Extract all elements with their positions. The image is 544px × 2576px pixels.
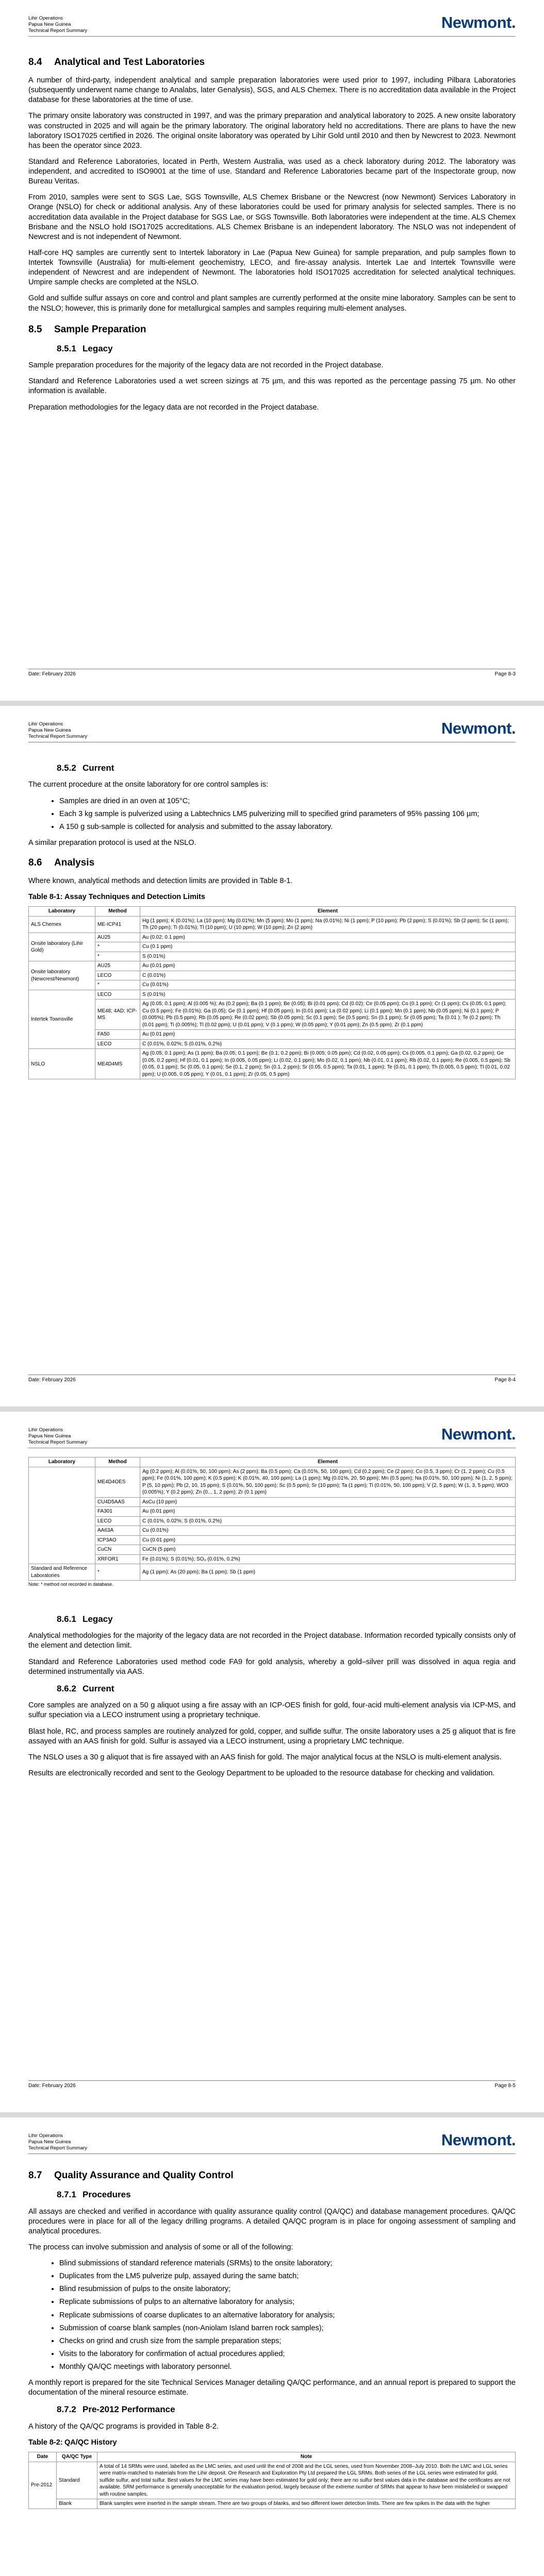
page-8-5	[0, 1412, 544, 2112]
column-header: Date	[29, 2452, 57, 2462]
paragraph: Sample preparation procedures for the majority of the legacy data are not recorded in the Project database.	[28, 361, 384, 370]
page-body	[28, 56, 516, 419]
list-item: • Monthly QA/QC meetings with laboratory personnel.	[59, 2362, 516, 2372]
page-footer	[28, 1377, 516, 1383]
table-cell: Standard and Reference Laboratories	[29, 1564, 95, 1581]
footer-rule	[28, 2080, 516, 2081]
table-row	[29, 2462, 516, 2499]
header-report: Technical Report Summary	[28, 734, 88, 739]
table-note: Note: * method not recorded in database.	[28, 1582, 113, 1587]
section-heading-8-6: 8.6 Analysis	[28, 857, 95, 869]
table-caption: Table 8-1: Assay Techniques and Detection Limits	[28, 893, 205, 902]
table-cell: Cu (0.1 ppm)	[140, 942, 516, 952]
table-cell: Blank	[57, 2499, 97, 2509]
paragraph: Where known, analytical methods and detection limits are provided in Table 8-1.	[28, 877, 293, 886]
header-company: Lihir Operations	[28, 15, 63, 21]
subsection-heading-8-5-2: 8.5.2 Current	[57, 763, 114, 773]
table-cell: CU4D5AAS	[95, 1497, 140, 1507]
paragraph: Gold and sulfide sulfur assays on core and control and plant samples are currently performed at the onsite mine laboratory. Samples can be sent to the NSLO; however, this is primarily done for metallurgical samples and samples requiring multi-element analyses.	[28, 294, 516, 313]
paragraph: Standard and Reference Laboratories used method code FA9 for gold analysis, whereby a gold–silver prill was dissolved in aqua regia and determined instrumentally via AAS.	[28, 1657, 516, 1676]
running-header	[28, 2133, 87, 2151]
section-heading-8-4: 8.4 Analytical and Test Laboratories	[28, 57, 205, 67]
paragraph: Core samples are analyzed on a 50 g aliquot using a fire assay with an ICP-OES finish for gold, four-acid multi-element analysis via ICP-MS, and sulfur speciation via a LECO instrument using a proprietary technique.	[28, 1701, 516, 1720]
table-cell: *	[95, 1564, 140, 1581]
table-cell: Ag (0.05; 0.1 ppm); Al (0.005 %); As (0.2 ppm); Ba (0.1 ppm); Be (0.05); Bi (0.01 ppm); Cd (0.02); Ce (0.05 ppm); Co (0.1 ppm); Cr (1 ppm); Cs (0.05; 0.1 ppm); Cu (0.5 ppm); Fe (0.01%); Ga (0.05); Ge (0.1 ppm); Hf (0.05 ppm); In (0.01 ppm); La (0.02 ppm); Li (0.1 ppm); Mn (0.1 ppm); Nb (0.05 ppm); Ni (0.1 ppm); P (0.005%); Pb (0.5 ppm); Rb (0.05 ppm); Re (0.02 ppm); Sb (0.05 ppm); Sc (0.1 ppm); Se (0.5 ppm); Sn (0.1 ppm); Sr (0.05 ppm); Ta (0.01 ); Te (0.2 ppm); Th (0.01 ppm); Ti (0.005%); Tl (0.02 ppm); U (0.01 ppm); V (0.1 ppm); W (0.05 ppm); Y (0.01 ppm); Zn (0.5 ppm); Zr (0.1 ppm)	[140, 999, 516, 1030]
table-cell: AU25	[95, 961, 140, 971]
column-header: Laboratory	[29, 907, 95, 917]
table-row	[29, 1039, 516, 1049]
list-item: • A 150 g sub-sample is collected for analysis and submitted to the assay laboratory.	[59, 822, 516, 832]
header-country: Papua New Guinea	[28, 727, 71, 733]
table-cell: Cu (0.01%)	[140, 980, 516, 990]
newmont-logo: Newmont.	[441, 719, 516, 737]
table-cell: ALS Chemex	[29, 916, 95, 933]
table-cell: Intertek Townsville	[29, 990, 95, 1049]
table-cell: Ag (0.05; 0.1 ppm); As (1 ppm); Ba (0.05; 0.1 ppm); Be (0.1; 0.2 ppm); Bi (0.005; 0.05 ppm); Cd (0.02, 0.05 ppm); Cs (0.005, 0.1 ppm); Ga (0.02, 0.2 ppm); Ge (0.05, 0.2 ppm); Hf (0.01, 0.1 ppm); In (0.005, 0.05 ppm); Li (0.02, 0.1 ppm); Mo (0.02, 0.1 ppm); Nb (0.01, 0.1 ppm); Rb (0.02, 0.1 ppm); Re (0.005, 0.5 ppm); Sb (0.05, 0.1 ppm); Sc (0.05, 0.1 ppm); Se (0.1, 2 ppm); Sn (0.1, 2 ppm); Sr (0.05, 0.5 ppm); Ta (0.01, 1 ppm); Te (0.01, 0.1 ppm); Th (0.005, 0.5 ppm); Tl (0.01, 0.02 ppm); U (0.005, 0.05 ppm); Y (0.01, 0.1 ppm); Zr (0.05, 0.5 ppm)	[140, 1049, 516, 1079]
header-company: Lihir Operations	[28, 1427, 63, 1433]
table-cell: CuCN (5 ppm)	[140, 1545, 516, 1555]
table-row	[29, 916, 516, 933]
paragraph: A similar preparation protocol is used at the NSLO.	[28, 838, 196, 847]
table-cell: Ag (0.2 ppm); Al (0.01%, 50, 100 ppm); As (2 ppm); Ba (0.5 ppm); Ca (0.01%, 50, 100 ppm); Cd (0.2 ppm); Ce (2 ppm); Co (0.5, 3 ppm); Cr (1, 2 ppm); Cu (0.5 ppm); Fe (0.01%, 100 ppm); K (0.5 ppm); K (0.01%, 40, 100 ppm); La (1 ppm); Mg (0.01%, 20, 50 ppm); Mn (0.5 ppm); Na (0.01%, 50, 100 ppm); Ni (1, 2, 5 ppm); P (5, 10 ppm); Pb (2, 10, 15 ppm); S (0.01%, 50, 100 ppm); Sc (0.5 ppm); Sr (10 ppm); Ta (1 ppm); Ti (0.01%, 50, 100 ppm); V (2, 5 ppm); W (1, 3, 5 ppm); WO3 (0.005%); Y (0.2 ppm); Zn (0.., 1, 2 ppm); Zr (0.1 ppm)	[140, 1467, 516, 1497]
table-cell	[29, 1467, 95, 1564]
page-footer	[28, 671, 516, 677]
table-row	[29, 1507, 516, 1517]
paragraph: Blast hole, RC, and process samples are routinely analyzed for gold, copper, and sulfide sulfur. The onsite laboratory uses a 25 g aliquot that is fire assayed with an AAS finish for gold. Sulfur is assayed via a LECO instrument, using a proprietary LMC technique.	[28, 1727, 516, 1745]
paragraph: The primary onsite laboratory was constructed in 1997, and was the primary preparation and analytical laboratory to 2025. A new onsite laboratory was constructed in 2025 and will again be the primary laboratory. The original laboratory held no accreditations. There are plans to have the new laboratory ISO17025 certified in 2026. The original onsite laboratory was operated by Lihir Gold until 2010 and then by Newcrest to 2023. Newmont has been the operator since 2023.	[28, 112, 516, 150]
page-8-6	[0, 2117, 544, 2576]
table-cell: Au (0.01 ppm)	[140, 1507, 516, 1517]
table-row	[29, 1516, 516, 1526]
header-report: Technical Report Summary	[28, 2145, 88, 2151]
table-row	[29, 961, 516, 971]
table-cell: *	[95, 942, 140, 952]
paragraph: From 2010, samples were sent to SGS Lae, SGS Townsville, ALS Chemex Brisbane or the Newcrest (now Newmont) Services Laboratory in Orange (NSLO) for check or additional analysis. Any of these laboratories could be used for primary analysis for selected samples. There is no accreditation data available in the Project database for SGS Lae, or SGS Townsville. Both laboratories were independent at the time. ALS Chemex Brisbane and the NSLO hold ISO17025 accreditations. ALS Chemex Brisbane is an independent laboratory. The NSLO was not independent of Newcrest and is not independent of Newmont.	[28, 193, 516, 241]
table-row	[29, 999, 516, 1030]
table-cell: FA50	[95, 1030, 140, 1040]
table-cell: Pre-2012	[29, 2462, 57, 2509]
table-cell: Cu (0.01 ppm)	[140, 1535, 516, 1545]
list-item: • Blind resubmission of pulps to the onsite laboratory;	[59, 2284, 516, 2294]
table-row	[29, 1049, 516, 1079]
table-cell: S (0.01%)	[140, 990, 516, 999]
paragraph: Half-core HQ samples are currently sent to Intertek laboratory in Lae (Papua New Guinea) for sample preparation, and pulp samples flown to Intertek Townsville (Australia) for multi-element geochemistry, LECO, and fire-assay analysis. Intertek Lae and Intertek Townsville were independent of Newcrest and are independent of Newmont. The laboratories hold ISO17025 accreditation for selected analytical techniques. Umpire sample checks are completed at the NSLO.	[28, 248, 516, 287]
footer-date: Date: February 2026	[28, 671, 76, 677]
paragraph: Standard and Reference Laboratories, located in Perth, Western Australia, was used as a check laboratory during 2012. The laboratory was independent, and accredited to ISO9001 at the time of use. Standard and Reference Laboratories became part of the Inspectorate group, now Bureau Veritas.	[28, 157, 516, 186]
header-country: Papua New Guinea	[28, 22, 71, 27]
footer-page-number: Page 8-4	[494, 1377, 516, 1383]
footer-page-number: Page 8-5	[494, 2083, 516, 2089]
column-header: Note	[97, 2452, 516, 2462]
table-row	[29, 1467, 516, 1497]
table-row	[29, 2499, 516, 2509]
header-report: Technical Report Summary	[28, 1439, 88, 1445]
page-body	[28, 2169, 516, 2509]
table-cell: S (0.01%)	[140, 952, 516, 961]
table-cell: ME4D4MS	[95, 1049, 140, 1079]
table-cell: NSLO	[29, 1049, 95, 1079]
header-country: Papua New Guinea	[28, 1433, 71, 1439]
table-cell: Cu (0.01%)	[140, 1526, 516, 1536]
table-row	[29, 1554, 516, 1564]
table-cell: C (0.01%)	[140, 971, 516, 980]
table-cell: Blank samples were inserted in the sample stream. There are two groups of blanks, and two different lower detection limits. There are few spikes in the data with the higher	[97, 2499, 516, 2509]
table-cell: Onsite laboratory (Lihir Gold)	[29, 933, 95, 961]
table-cell: AsCu (10 ppm)	[140, 1497, 516, 1507]
table-cell: ICP3AO	[95, 1535, 140, 1545]
paragraph: The process can involve submission and analysis of some or all of the following:	[28, 2243, 293, 2251]
footer-date: Date: February 2026	[28, 2083, 76, 2089]
paragraph: The current procedure at the onsite laboratory for ore control samples is:	[28, 781, 269, 789]
qaqc-history-table	[28, 2452, 516, 2509]
paragraph: Results are electronically recorded and sent to the Geology Department to be uploaded to the resource database for checking and validation.	[28, 1769, 495, 1777]
column-header: Element	[140, 1458, 516, 1467]
assay-techniques-table-continued	[28, 1457, 516, 1581]
table-cell: ME-ICP41	[95, 916, 140, 933]
qaqc-list	[28, 2259, 516, 2372]
table-cell: LECO	[95, 971, 140, 980]
list-item: • Blind submissions of standard reference materials (SRMs) to the onsite laboratory;	[59, 2259, 516, 2268]
table-row	[29, 971, 516, 980]
subsection-heading-8-6-1: 8.6.1 Legacy	[57, 1614, 113, 1624]
newmont-logo: Newmont.	[441, 1425, 516, 1443]
subsection-heading-8-7-1: 8.7.1 Procedures	[57, 2190, 131, 2200]
paragraph: Preparation methodologies for the legacy data are not recorded in the Project database.	[28, 403, 319, 412]
newmont-logo: Newmont.	[441, 2131, 516, 2149]
table-row	[29, 1564, 516, 1581]
column-header: QA/QC Type	[57, 2452, 97, 2462]
column-header: Laboratory	[29, 1458, 95, 1467]
running-header	[28, 1427, 87, 1446]
header-rule	[28, 36, 516, 37]
table-row	[29, 933, 516, 942]
column-header: Method	[95, 907, 140, 917]
table-cell: *	[95, 980, 140, 990]
page-8-3	[0, 0, 544, 701]
table-row	[29, 1030, 516, 1040]
header-company: Lihir Operations	[28, 2133, 63, 2139]
table-row	[29, 1535, 516, 1545]
table-cell: Ag (1 ppm); As (20 ppm); Ba (1 ppm); Sb (1 ppm)	[140, 1564, 516, 1581]
section-heading-8-7: 8.7 Quality Assurance and Quality Control	[28, 2170, 234, 2181]
paragraph: A number of third-party, independent analytical and sample preparation laboratories were used prior to 1997, including Pilbara Laboratories (subsequently underwent name change to Analabs, later Genalysis), SGS, and ALS Chemex. There is no accreditation data available in the Project database for these laboratories at the time of use.	[28, 76, 516, 105]
table-caption: Table 8-2: QA/QC History	[28, 2438, 117, 2447]
table-cell: *	[95, 952, 140, 961]
table-cell: ME4D4OES	[95, 1467, 140, 1497]
table-cell: Standard	[57, 2462, 97, 2499]
section-heading-8-5: 8.5 Sample Preparation	[28, 324, 146, 335]
page-footer	[28, 2083, 516, 2089]
newmont-logo: Newmont.	[441, 13, 516, 31]
table-cell: Au (0.01 ppm)	[140, 961, 516, 971]
table-cell: C (0.01%, 0.02%; S (0.01%, 0.2%)	[140, 1516, 516, 1526]
table-cell: LECO	[95, 1039, 140, 1049]
paragraph: Analytical methodologies for the majority of the legacy data are not recorded in the Project database. Information recorded typically consists only of the element and detection limit.	[28, 1632, 516, 1650]
table-cell: LECO	[95, 1516, 140, 1526]
subsection-heading-8-6-2: 8.6.2 Current	[57, 1683, 114, 1693]
table-row	[29, 1497, 516, 1507]
table-cell: A total of 14 SRMs were used, labelled as the LMC series, and used until the end of 2008 and the LGL series, used from November 2008–July 2010. Both the LMC and LGL series were matrix-matched to materials from the Lihir deposit. Ore Research and Exploration Pty Ltd prepared the LGL SRMs. Both series of the LGL series were estimated for gold, sulfide sulfur, and total sulfur. Best values for the LMC series may have been estimated for gold only; there are no sulfur best values data in the database and the certificates are not available. SRM performance is generally unacceptable for the evaluation period, largely because of the extreme number of SRMs that appear to have been mislabeled or swapped with routine samples.	[97, 2462, 516, 2499]
table-cell: LECO	[95, 990, 140, 999]
list-item: • Duplicates from the LM5 pulverize pulp, assayed during the same batch;	[59, 2272, 516, 2281]
table-row	[29, 942, 516, 952]
page-8-4	[0, 706, 544, 1406]
table-cell: Fe (0.01%); S (0.01%); SO₃ (0.01%, 0.2%)	[140, 1554, 516, 1564]
table-cell: Onsite laboratory (Newcrest/Newmont)	[29, 961, 95, 990]
subsection-heading-8-5-1: 8.5.1 Legacy	[57, 343, 113, 353]
assay-techniques-table	[28, 906, 516, 1079]
running-header	[28, 721, 87, 740]
table-row	[29, 980, 516, 990]
paragraph: Standard and Reference Laboratories used a wet screen sizings at 75 µm, and this was reported as the percentage passing 75 µm. No other information is available.	[28, 377, 516, 396]
table-cell: Hg (1 ppm); K (0.01%); La (10 ppm); Mg (0.01%); Mn (5 ppm); Mo (1 ppm); Na (0.01%); Ni (1 ppm); P (10 ppm); Pb (2 ppm); S (0.01%); Sb (2 ppm); Sc (1 ppm); Th (20 ppm); Ti (0.01%); Tl (10 ppm); U (10 ppm); W (10 ppm); Zn (2 ppm)	[140, 916, 516, 933]
list-item: • Submission of coarse blank samples (non-Aniolam Island barren rock samples);	[59, 2324, 516, 2333]
table-cell: CuCN	[95, 1545, 140, 1555]
table-cell: XRFOR1	[95, 1554, 140, 1564]
table-cell: AU25	[95, 933, 140, 942]
list-item: • Replicate submissions of pulps to an alternative laboratory for analysis;	[59, 2297, 516, 2307]
page-body	[28, 1457, 516, 1785]
column-header: Element	[140, 907, 516, 917]
table-cell: Au (0.01 ppm)	[140, 1030, 516, 1040]
footer-page-number: Page 8-3	[494, 671, 516, 677]
table-cell: AA63A	[95, 1526, 140, 1536]
paragraph: All assays are checked and verified in accordance with quality assurance quality control (QA/QC) and database management procedures. QA/QC procedures were in place for all of the legacy drilling programs. A detailed QA/QC program is in place for ongoing assessment of sampling and analytical procedures.	[28, 2207, 516, 2235]
table-cell: FA301	[95, 1507, 140, 1517]
table-cell: C (0.01%, 0.02%; S (0.01%, 0.2%)	[140, 1039, 516, 1049]
procedure-list	[28, 796, 516, 832]
running-header	[28, 15, 87, 34]
list-item: • Visits to the laboratory for confirmation of actual procedures applied;	[59, 2349, 516, 2359]
paragraph: The NSLO uses a 30 g aliquot that is fire assayed with an AAS finish for gold. The major analytical focus at the NSLO is multi-element analysis.	[28, 1753, 502, 1761]
paragraph: A history of the QA/QC programs is provided in Table 8-2.	[28, 2422, 219, 2431]
table-row	[29, 990, 516, 999]
subsection-heading-8-7-2: 8.7.2 Pre-2012 Performance	[57, 2404, 175, 2415]
table-row	[29, 952, 516, 961]
paragraph: A monthly report is prepared for the site Technical Services Manager detailing QA/QC performance, and an annual report is prepared to support the documentation of the mineral resource estimate.	[28, 2379, 516, 2397]
list-item: • Each 3 kg sample is pulverized using a Labtechnics LM5 pulverizing mill to specified grind parameters of 95% passing 106 µm;	[59, 809, 516, 819]
column-header: Method	[95, 1458, 140, 1467]
list-item: • Replicate submissions of coarse duplicates to an alternative laboratory for analysis;	[59, 2311, 516, 2320]
header-company: Lihir Operations	[28, 721, 63, 727]
footer-date: Date: February 2026	[28, 1377, 76, 1383]
header-country: Papua New Guinea	[28, 2139, 71, 2145]
table-row	[29, 1545, 516, 1555]
header-report: Technical Report Summary	[28, 28, 88, 33]
table-cell: Au (0.02; 0.1 ppm)	[140, 933, 516, 942]
list-item: • Checks on grind and crush size from the sample preparation steps;	[59, 2336, 516, 2346]
table-row	[29, 1526, 516, 1536]
table-cell: ME48; 4AD; ICP-MS	[95, 999, 140, 1030]
list-item: • Samples are dried in an oven at 105°C;	[59, 796, 516, 806]
page-body	[28, 757, 516, 1079]
